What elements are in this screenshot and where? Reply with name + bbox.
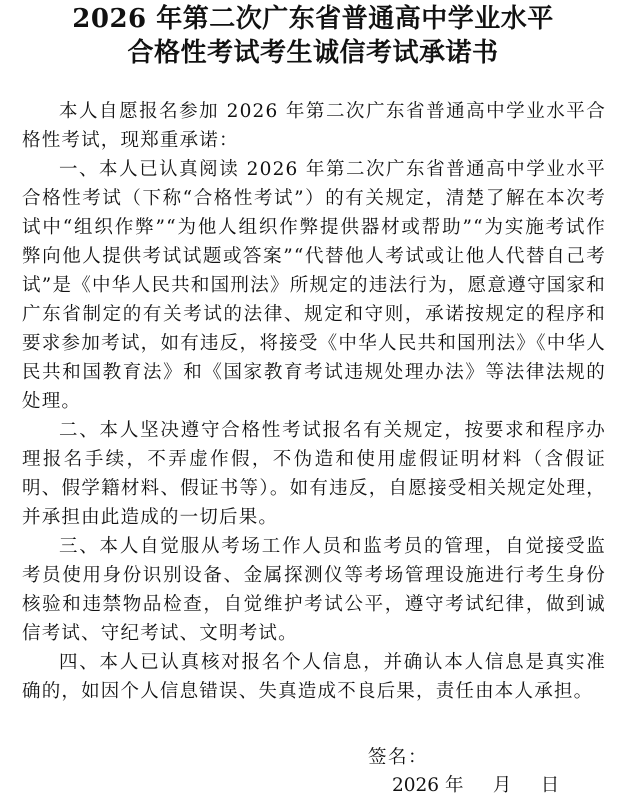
intro-paragraph: 本人自愿报名参加 2026 年第二次广东省普通高中学业水平合格性考试，现郑重承诺：	[22, 101, 606, 151]
clause-1-paragraph: 一、本人已认真阅读 2026 年第二次广东省普通高中学业水平合格性考试（下称“合格性考试”）的有关规定，清楚了解在本次考试中“组织作弊”“为他人组织作弊提供器材或帮助”“为实施考试作弊向他人提供考试试题或答案”“代替他人考试或让他人代替自己考试”是《中华人民共和国刑法》所规定的违法行为，愿意遵守国家和广东省制定的有关考试的法律、规定和守则，承诺按规定的程序和要求参加考试，如有违反，将接受《中华人民共和国刑法》《中华人民共和国教育法》和《国家教育考试违规处理办法》等法律法规的处理。	[22, 159, 606, 412]
clause-3-paragraph: 三、本人自觉服从考场工作人员和监考员的管理，自觉接受监考员使用身份识别设备、金属探测仪等考场管理设施进行考生身份核验和违禁物品检查，自觉维护考试公平，遵守考试纪律，做到诚信考试、守纪考试、文明考试。	[22, 536, 606, 644]
document-title-line-2: 合格性考试考生诚信考试承诺书	[127, 38, 499, 68]
signature-label: 签名：	[368, 747, 429, 768]
date-line: 2026 年 月 日	[392, 775, 560, 796]
clause-2-paragraph: 二、本人坚决遵守合格性考试报名有关规定，按要求和程序办理报名手续，不弄虚作假，不伪造和使用虚假证明材料（含假证明、假学籍材料、假证书等）。如有违反，自愿接受相关规定处理，并承担由此造成的一切后果。	[22, 420, 606, 528]
document-title-line-1: 2026 年第二次广东省普通高中学业水平	[72, 4, 554, 34]
document-body	[22, 97, 606, 706]
clause-4-paragraph: 四、本人已认真核对报名个人信息，并确认本人信息是真实准确的，如因个人信息错误、失真造成不良后果，责任由本人承担。	[22, 652, 606, 702]
